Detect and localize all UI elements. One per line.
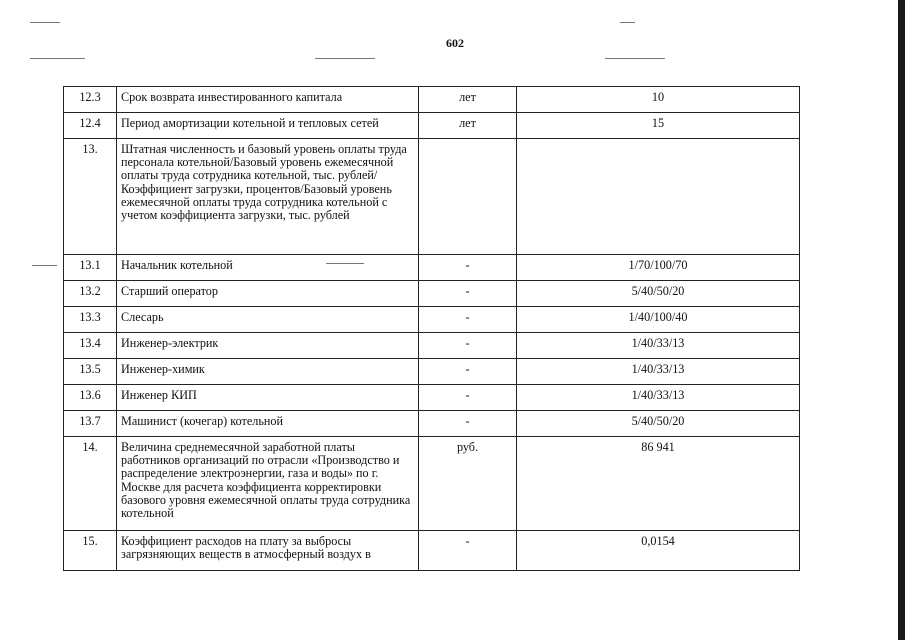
row-name: Машинист (кочегар) котельной xyxy=(117,411,419,437)
table-row xyxy=(64,333,800,359)
row-value: 5/40/50/20 xyxy=(517,281,800,307)
row-value: 1/40/100/40 xyxy=(517,307,800,333)
row-number: 13.3 xyxy=(64,307,117,333)
row-value: 1/40/33/13 xyxy=(517,385,800,411)
row-name: Старший оператор xyxy=(117,281,419,307)
row-value: 0,0154 xyxy=(517,531,800,571)
row-number: 15. xyxy=(64,531,117,571)
row-unit: руб. xyxy=(419,437,517,531)
row-number: 13.5 xyxy=(64,359,117,385)
table-row xyxy=(64,87,800,113)
row-number: 13.1 xyxy=(64,255,117,281)
row-number: 13.2 xyxy=(64,281,117,307)
row-name: Коэффициент расходов на плату за выбросы загрязняющих веществ в атмосферный воздух в xyxy=(117,531,419,571)
table-row xyxy=(64,411,800,437)
row-unit: - xyxy=(419,281,517,307)
row-value: 1/40/33/13 xyxy=(517,333,800,359)
table-row xyxy=(64,139,800,255)
row-number: 13.4 xyxy=(64,333,117,359)
row-unit: - xyxy=(419,531,517,571)
table-row xyxy=(64,385,800,411)
table-row xyxy=(64,359,800,385)
row-value: 86 941 xyxy=(517,437,800,531)
row-unit: - xyxy=(419,385,517,411)
row-unit: - xyxy=(419,255,517,281)
row-name: Инженер-электрик xyxy=(117,333,419,359)
row-value: 5/40/50/20 xyxy=(517,411,800,437)
row-name: Инженер-химик xyxy=(117,359,419,385)
row-number: 12.4 xyxy=(64,113,117,139)
table-row xyxy=(64,255,800,281)
table-row xyxy=(64,437,800,531)
row-number: 13.6 xyxy=(64,385,117,411)
scan-edge xyxy=(898,0,905,640)
row-value xyxy=(517,139,800,255)
row-name: Штатная численность и базовый уровень оплаты труда персонала котельной/Базовый уровень ежемесячной оплаты труда сотрудника котельной, тыс. рублей/Коэффициент загрузки, процентов/Базовый уровень ежемесячной оплаты труда сотрудника котельной с учетом коэффициента загрузки, тыс. рублей xyxy=(117,139,419,255)
table-row xyxy=(64,531,800,571)
row-unit xyxy=(419,139,517,255)
row-number: 14. xyxy=(64,437,117,531)
row-unit: - xyxy=(419,359,517,385)
table-row xyxy=(64,307,800,333)
row-value: 10 xyxy=(517,87,800,113)
page-number: 602 xyxy=(446,36,464,50)
row-value: 1/40/33/13 xyxy=(517,359,800,385)
row-unit: лет xyxy=(419,87,517,113)
row-name: Величина среднемесячной заработной платы работников организаций по отрасли «Производство и распределение электроэнергии, газа и воды» по г. Москве для расчета коэффициента корректировки базового уровня ежемесячной оплаты труда сотрудника котельной xyxy=(117,437,419,531)
table-row xyxy=(64,113,800,139)
row-unit: - xyxy=(419,333,517,359)
row-name: Слесарь xyxy=(117,307,419,333)
row-unit: - xyxy=(419,411,517,437)
row-value: 15 xyxy=(517,113,800,139)
row-name: Срок возврата инвестированного капитала xyxy=(117,87,419,113)
table-row xyxy=(64,281,800,307)
tariff-parameters-table xyxy=(63,86,800,571)
row-unit: лет xyxy=(419,113,517,139)
row-number: 13.7 xyxy=(64,411,117,437)
row-unit: - xyxy=(419,307,517,333)
row-number: 12.3 xyxy=(64,87,117,113)
row-name: Начальник котельной xyxy=(117,255,419,281)
row-number: 13. xyxy=(64,139,117,255)
row-value: 1/70/100/70 xyxy=(517,255,800,281)
row-name: Инженер КИП xyxy=(117,385,419,411)
row-name: Период амортизации котельной и тепловых сетей xyxy=(117,113,419,139)
